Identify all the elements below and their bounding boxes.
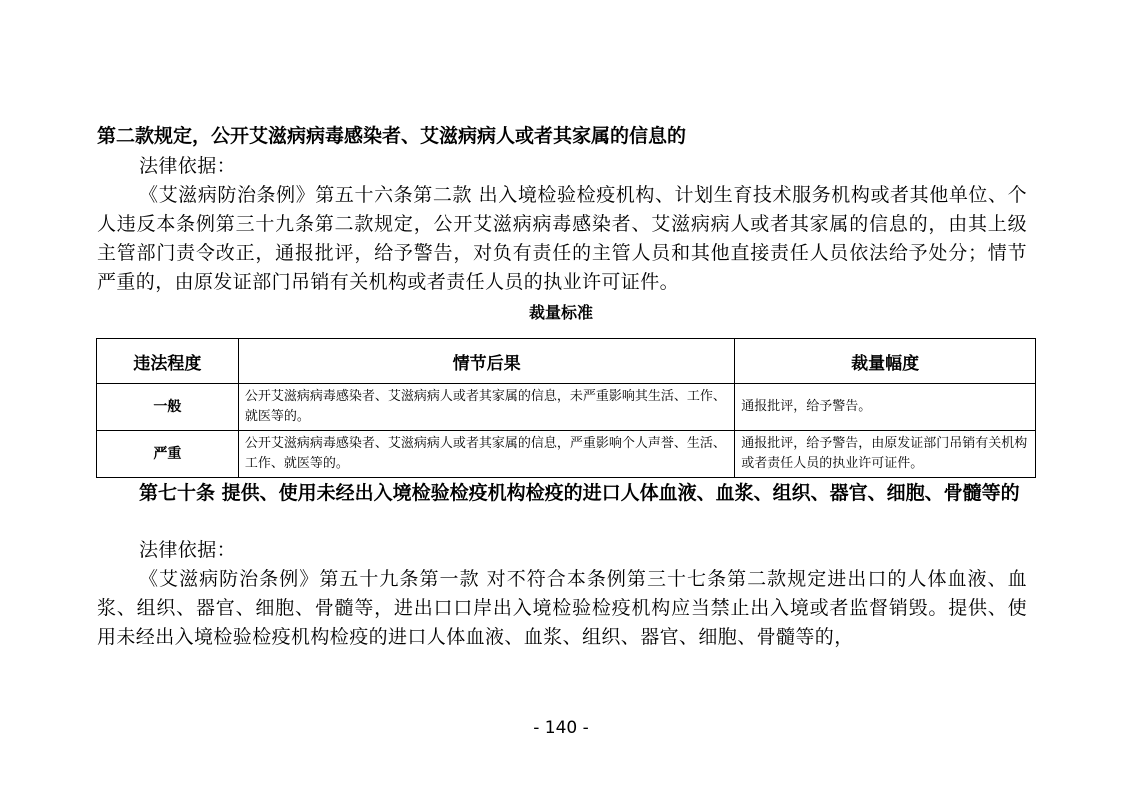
section1-basis-text: 《艾滋病防治条例》第五十六条第二款 出入境检验检疫机构、计划生育技术服务机构或者其他单位、个人违反本条例第三十九条第二款规定，公开艾滋病病毒感染者、艾滋病病人或者其家属的信息的，由其上级主管部门责令改正，通报批评，给予警告，对负有责任的主管人员和其他直接责任人员依法给予处分；情节严重的，由原发证部门吊销有关机构或者责任人员的执业许可证件。 [97,184,1027,293]
section2-basis-text: 《艾滋病防治条例》第五十九条第一款 对不符合本条例第三十七条第二款规定进出口的人体血液、血浆、组织、器官、细胞、骨髓等，进出口口岸出入境检验检疫机构应当禁止出入境或者监督销毁。提供、使用未经出入境检验检疫机构检疫的进口人体血液、血浆、组织、器官、细胞、骨髓等的， [97,568,1027,648]
discretion-standard-table [96,338,1036,478]
table-caption: 裁量标准 [528,303,593,322]
header-penalty-range: 裁量幅度 [735,339,1036,384]
table-row [97,384,1036,431]
section1-heading: 第二款规定，公开艾滋病病毒感染者、艾滋病病人或者其家属的信息的 [97,125,687,147]
cell-level: 一般 [97,384,239,431]
cell-penalty: 通报批评，给予警告，由原发证部门吊销有关机构或者责任人员的执业许可证件。 [735,431,1036,478]
cell-level: 严重 [97,431,239,478]
header-circumstances: 情节后果 [238,339,734,384]
table-header-row [97,339,1036,384]
section2-basis-label: 法律依据： [139,539,237,561]
cell-penalty: 通报批评，给予警告。 [735,384,1036,431]
page-number: - 140 - [533,718,589,738]
section2-heading: 第七十条 提供、使用未经出入境检验检疫机构检疫的进口人体血液、血浆、组织、器官、细胞、骨髓等的 [139,482,1020,504]
cell-consequence: 公开艾滋病病毒感染者、艾滋病病人或者其家属的信息，未严重影响其生活、工作、就医等的。 [238,384,734,431]
header-violation-level: 违法程度 [97,339,239,384]
table-row [97,431,1036,478]
section1-basis-label: 法律依据： [139,155,237,177]
cell-consequence: 公开艾滋病病毒感染者、艾滋病病人或者其家属的信息，严重影响个人声誉、生活、工作、就医等的。 [238,431,734,478]
